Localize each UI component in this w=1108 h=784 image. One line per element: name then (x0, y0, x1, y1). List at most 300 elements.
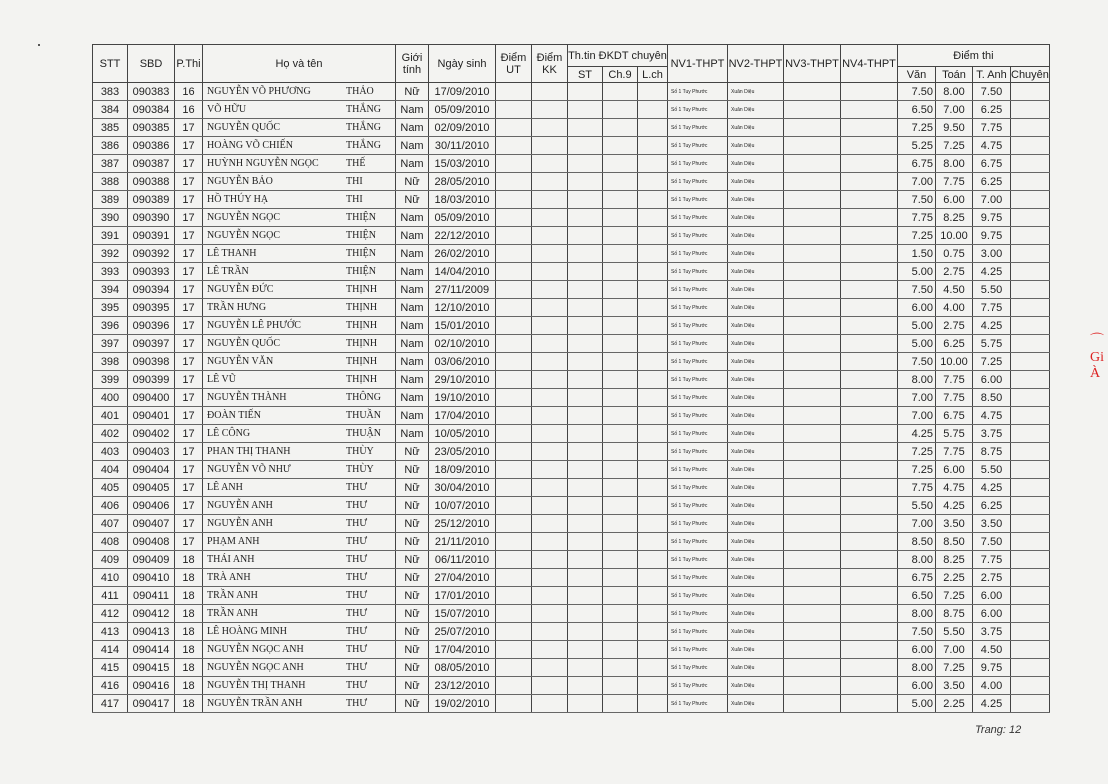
cell-sbd: 090388 (128, 173, 175, 191)
cell-gender: Nam (396, 335, 429, 353)
cell-stt: 412 (93, 605, 128, 623)
cell-chuyen (1011, 335, 1050, 353)
cell-st (568, 389, 603, 407)
cell-gender: Nữ (396, 623, 429, 641)
cell-van: 6.75 (898, 155, 936, 173)
cell-pthi: 17 (175, 407, 203, 425)
cell-nv2: Xuân Diệu (728, 389, 784, 407)
cell-sbd: 090409 (128, 551, 175, 569)
cell-pthi: 16 (175, 101, 203, 119)
cell-ch9 (603, 173, 638, 191)
cell-lch (638, 605, 668, 623)
family-middle-name: NGUYỄN NGỌC ANH (207, 662, 304, 673)
table-row (93, 155, 1050, 173)
table-row (93, 443, 1050, 461)
cell-stt: 416 (93, 677, 128, 695)
cell-chuyen (1011, 515, 1050, 533)
given-name: THUẬN (346, 428, 381, 439)
cell-chuyen (1011, 425, 1050, 443)
table-row (93, 281, 1050, 299)
cell-nv3 (784, 137, 841, 155)
cell-pthi: 16 (175, 83, 203, 101)
cell-t-anh: 3.00 (973, 245, 1011, 263)
cell-diem-kk (532, 569, 568, 587)
cell-pthi: 17 (175, 389, 203, 407)
cell-van: 7.50 (898, 353, 936, 371)
cell-diem-ut (496, 389, 532, 407)
cell-nv2: Xuân Diệu (728, 659, 784, 677)
cell-toan: 4.75 (936, 479, 973, 497)
cell-sbd: 090413 (128, 623, 175, 641)
cell-sbd: 090416 (128, 677, 175, 695)
cell-dob: 18/03/2010 (429, 191, 496, 209)
cell-ch9 (603, 137, 638, 155)
cell-nv3 (784, 245, 841, 263)
cell-diem-kk (532, 299, 568, 317)
cell-lch (638, 425, 668, 443)
header-ho-ten: Họ và tên (203, 45, 396, 83)
cell-gender: Nam (396, 317, 429, 335)
cell-stt: 398 (93, 353, 128, 371)
cell-toan: 10.00 (936, 227, 973, 245)
cell-name (203, 551, 396, 569)
cell-t-anh: 3.50 (973, 515, 1011, 533)
cell-name (203, 515, 396, 533)
cell-name (203, 83, 396, 101)
cell-nv4 (841, 137, 898, 155)
cell-nv4 (841, 479, 898, 497)
cell-lch (638, 551, 668, 569)
cell-lch (638, 695, 668, 713)
cell-nv2: Xuân Diệu (728, 479, 784, 497)
cell-stt: 401 (93, 407, 128, 425)
cell-st (568, 461, 603, 479)
cell-sbd: 090410 (128, 569, 175, 587)
cell-name (203, 119, 396, 137)
cell-nv2: Xuân Diệu (728, 623, 784, 641)
cell-pthi: 17 (175, 425, 203, 443)
header-nv1: NV1-THPT (668, 45, 728, 83)
given-name: THƯ (346, 518, 368, 529)
cell-nv1: Số 1 Tuy Phước (668, 497, 728, 515)
cell-ch9 (603, 245, 638, 263)
cell-sbd: 090417 (128, 695, 175, 713)
cell-diem-kk (532, 515, 568, 533)
cell-st (568, 569, 603, 587)
cell-pthi: 17 (175, 461, 203, 479)
cell-toan: 7.75 (936, 389, 973, 407)
cell-t-anh: 6.25 (973, 173, 1011, 191)
cell-nv3 (784, 569, 841, 587)
cell-nv2: Xuân Diệu (728, 461, 784, 479)
table-row (93, 227, 1050, 245)
cell-nv2: Xuân Diệu (728, 443, 784, 461)
cell-sbd: 090401 (128, 407, 175, 425)
table-row (93, 497, 1050, 515)
cell-van: 7.00 (898, 173, 936, 191)
cell-t-anh: 2.75 (973, 569, 1011, 587)
cell-t-anh: 4.25 (973, 695, 1011, 713)
cell-diem-kk (532, 245, 568, 263)
cell-diem-ut (496, 263, 532, 281)
cell-name (203, 389, 396, 407)
cell-stt: 394 (93, 281, 128, 299)
cell-dob: 14/04/2010 (429, 263, 496, 281)
header-ngay-sinh: Ngày sinh (429, 45, 496, 83)
cell-nv1: Số 1 Tuy Phước (668, 299, 728, 317)
header-nv4: NV4-THPT (841, 45, 898, 83)
cell-st (568, 623, 603, 641)
cell-diem-ut (496, 83, 532, 101)
cell-ch9 (603, 119, 638, 137)
table-row (93, 353, 1050, 371)
cell-name (203, 281, 396, 299)
cell-lch (638, 335, 668, 353)
cell-lch (638, 137, 668, 155)
cell-nv2: Xuân Diệu (728, 83, 784, 101)
cell-stt: 387 (93, 155, 128, 173)
cell-nv4 (841, 83, 898, 101)
cell-dob: 12/10/2010 (429, 299, 496, 317)
cell-t-anh: 5.50 (973, 281, 1011, 299)
cell-st (568, 479, 603, 497)
header-nv3: NV3-THPT (784, 45, 841, 83)
given-name: THỊNH (346, 374, 378, 385)
cell-dob: 15/03/2010 (429, 155, 496, 173)
cell-nv1: Số 1 Tuy Phước (668, 245, 728, 263)
cell-van: 6.00 (898, 299, 936, 317)
given-name: THẾ (346, 158, 366, 169)
cell-gender: Nam (396, 137, 429, 155)
cell-nv4 (841, 569, 898, 587)
cell-nv2: Xuân Diệu (728, 119, 784, 137)
cell-pthi: 18 (175, 605, 203, 623)
cell-nv1: Số 1 Tuy Phước (668, 227, 728, 245)
cell-diem-ut (496, 677, 532, 695)
cell-gender: Nữ (396, 569, 429, 587)
cell-van: 1.50 (898, 245, 936, 263)
scan-speck (38, 44, 40, 46)
cell-lch (638, 407, 668, 425)
cell-stt: 405 (93, 479, 128, 497)
cell-nv3 (784, 425, 841, 443)
cell-name (203, 461, 396, 479)
cell-lch (638, 101, 668, 119)
cell-ch9 (603, 263, 638, 281)
cell-st (568, 83, 603, 101)
cell-pthi: 17 (175, 497, 203, 515)
cell-dob: 21/11/2010 (429, 533, 496, 551)
cell-nv3 (784, 677, 841, 695)
cell-name (203, 479, 396, 497)
cell-name (203, 173, 396, 191)
cell-ch9 (603, 389, 638, 407)
cell-chuyen (1011, 173, 1050, 191)
cell-chuyen (1011, 641, 1050, 659)
cell-lch (638, 227, 668, 245)
cell-gender: Nữ (396, 695, 429, 713)
cell-gender: Nam (396, 299, 429, 317)
cell-diem-ut (496, 497, 532, 515)
cell-diem-kk (532, 551, 568, 569)
header-sbd: SBD (128, 45, 175, 83)
cell-nv4 (841, 659, 898, 677)
cell-diem-kk (532, 677, 568, 695)
cell-dob: 10/07/2010 (429, 497, 496, 515)
family-middle-name: TRẦN ANH (207, 608, 258, 619)
cell-nv1: Số 1 Tuy Phước (668, 641, 728, 659)
table-row (93, 641, 1050, 659)
cell-nv3 (784, 191, 841, 209)
cell-t-anh: 6.25 (973, 497, 1011, 515)
cell-toan: 8.00 (936, 83, 973, 101)
cell-sbd: 090384 (128, 101, 175, 119)
cell-stt: 415 (93, 659, 128, 677)
cell-nv1: Số 1 Tuy Phước (668, 101, 728, 119)
cell-gender: Nam (396, 245, 429, 263)
cell-pthi: 17 (175, 443, 203, 461)
cell-t-anh: 6.00 (973, 605, 1011, 623)
cell-diem-kk (532, 425, 568, 443)
cell-lch (638, 461, 668, 479)
cell-ch9 (603, 479, 638, 497)
family-middle-name: TRẦN HƯNG (207, 302, 267, 313)
cell-stt: 397 (93, 335, 128, 353)
cell-van: 7.25 (898, 227, 936, 245)
table-row (93, 119, 1050, 137)
cell-pthi: 17 (175, 281, 203, 299)
given-name: THỊNH (346, 356, 378, 367)
table-row (93, 659, 1050, 677)
cell-nv1: Số 1 Tuy Phước (668, 533, 728, 551)
cell-toan: 2.25 (936, 695, 973, 713)
cell-nv2: Xuân Diệu (728, 407, 784, 425)
cell-nv4 (841, 587, 898, 605)
cell-nv1: Số 1 Tuy Phước (668, 173, 728, 191)
cell-chuyen (1011, 317, 1050, 335)
cell-nv3 (784, 83, 841, 101)
table-row (93, 479, 1050, 497)
cell-sbd: 090402 (128, 425, 175, 443)
cell-st (568, 317, 603, 335)
cell-sbd: 090404 (128, 461, 175, 479)
cell-sbd: 090412 (128, 605, 175, 623)
header-ch9: Ch.9 (603, 67, 638, 83)
cell-diem-kk (532, 695, 568, 713)
cell-pthi: 17 (175, 317, 203, 335)
cell-van: 6.00 (898, 641, 936, 659)
cell-toan: 6.75 (936, 407, 973, 425)
cell-pthi: 18 (175, 659, 203, 677)
cell-lch (638, 659, 668, 677)
cell-nv1: Số 1 Tuy Phước (668, 677, 728, 695)
cell-diem-ut (496, 227, 532, 245)
cell-dob: 02/10/2010 (429, 335, 496, 353)
cell-t-anh: 4.25 (973, 317, 1011, 335)
cell-nv2: Xuân Diệu (728, 569, 784, 587)
cell-dob: 29/10/2010 (429, 371, 496, 389)
cell-pthi: 17 (175, 335, 203, 353)
cell-nv2: Xuân Diệu (728, 695, 784, 713)
cell-nv3 (784, 407, 841, 425)
cell-stt: 400 (93, 389, 128, 407)
cell-nv4 (841, 389, 898, 407)
cell-ch9 (603, 551, 638, 569)
cell-stt: 402 (93, 425, 128, 443)
cell-st (568, 677, 603, 695)
cell-nv1: Số 1 Tuy Phước (668, 461, 728, 479)
family-middle-name: TRẦN ANH (207, 590, 258, 601)
cell-van: 7.25 (898, 461, 936, 479)
cell-sbd: 090396 (128, 317, 175, 335)
cell-van: 5.50 (898, 497, 936, 515)
cell-nv4 (841, 299, 898, 317)
cell-st (568, 191, 603, 209)
cell-chuyen (1011, 137, 1050, 155)
cell-diem-kk (532, 263, 568, 281)
given-name: THƯ (346, 482, 368, 493)
cell-name (203, 353, 396, 371)
given-name: THUẦN (346, 410, 381, 421)
cell-stt: 393 (93, 263, 128, 281)
cell-chuyen (1011, 407, 1050, 425)
cell-van: 5.00 (898, 695, 936, 713)
cell-ch9 (603, 569, 638, 587)
cell-van: 7.25 (898, 443, 936, 461)
cell-diem-ut (496, 371, 532, 389)
table-row (93, 137, 1050, 155)
cell-van: 7.00 (898, 389, 936, 407)
cell-stt: 391 (93, 227, 128, 245)
cell-van: 7.75 (898, 479, 936, 497)
cell-lch (638, 443, 668, 461)
cell-t-anh: 7.75 (973, 119, 1011, 137)
cell-sbd: 090393 (128, 263, 175, 281)
cell-nv3 (784, 551, 841, 569)
cell-chuyen (1011, 587, 1050, 605)
cell-lch (638, 119, 668, 137)
cell-st (568, 695, 603, 713)
cell-dob: 23/12/2010 (429, 677, 496, 695)
cell-t-anh: 4.50 (973, 641, 1011, 659)
cell-nv2: Xuân Diệu (728, 101, 784, 119)
cell-t-anh: 4.25 (973, 263, 1011, 281)
cell-sbd: 090400 (128, 389, 175, 407)
cell-pthi: 18 (175, 695, 203, 713)
cell-diem-kk (532, 443, 568, 461)
cell-stt: 413 (93, 623, 128, 641)
cell-dob: 17/01/2010 (429, 587, 496, 605)
cell-nv3 (784, 641, 841, 659)
given-name: THỊNH (346, 320, 378, 331)
table-row (93, 461, 1050, 479)
cell-st (568, 155, 603, 173)
cell-dob: 19/02/2010 (429, 695, 496, 713)
cell-nv4 (841, 695, 898, 713)
cell-diem-ut (496, 605, 532, 623)
cell-t-anh: 8.75 (973, 443, 1011, 461)
cell-stt: 406 (93, 497, 128, 515)
cell-name (203, 335, 396, 353)
cell-pthi: 18 (175, 623, 203, 641)
cell-nv4 (841, 371, 898, 389)
cell-diem-ut (496, 209, 532, 227)
given-name: THIỆN (346, 212, 376, 223)
cell-pthi: 17 (175, 245, 203, 263)
cell-pthi: 18 (175, 641, 203, 659)
cell-nv3 (784, 155, 841, 173)
cell-nv3 (784, 533, 841, 551)
cell-stt: 411 (93, 587, 128, 605)
family-middle-name: ĐOÀN TIẾN (207, 410, 261, 421)
cell-name (203, 209, 396, 227)
cell-nv3 (784, 317, 841, 335)
cell-toan: 7.25 (936, 137, 973, 155)
cell-nv1: Số 1 Tuy Phước (668, 695, 728, 713)
exam-results-table (92, 44, 1050, 713)
cell-dob: 06/11/2010 (429, 551, 496, 569)
cell-diem-kk (532, 533, 568, 551)
given-name: THI (346, 176, 363, 187)
cell-chuyen (1011, 227, 1050, 245)
cell-pthi: 17 (175, 299, 203, 317)
cell-lch (638, 191, 668, 209)
family-middle-name: LÊ TRẦN (207, 266, 249, 277)
cell-diem-kk (532, 389, 568, 407)
header-toan: Toán (936, 67, 973, 83)
cell-chuyen (1011, 101, 1050, 119)
cell-toan: 8.50 (936, 533, 973, 551)
family-middle-name: NGUYỄN QUỐC (207, 338, 281, 349)
cell-nv2: Xuân Diệu (728, 533, 784, 551)
cell-nv3 (784, 389, 841, 407)
cell-chuyen (1011, 353, 1050, 371)
cell-gender: Nam (396, 101, 429, 119)
family-middle-name: NGUYỄN LÊ PHƯỚC (207, 320, 301, 331)
cell-chuyen (1011, 263, 1050, 281)
cell-diem-ut (496, 623, 532, 641)
table-row (93, 245, 1050, 263)
cell-toan: 5.50 (936, 623, 973, 641)
cell-name (203, 587, 396, 605)
cell-t-anh: 9.75 (973, 659, 1011, 677)
cell-nv4 (841, 227, 898, 245)
table-row (93, 533, 1050, 551)
family-middle-name: HOÀNG VÕ CHIẾN (207, 140, 293, 151)
cell-name (203, 407, 396, 425)
cell-name (203, 299, 396, 317)
cell-nv4 (841, 425, 898, 443)
cell-nv2: Xuân Diệu (728, 173, 784, 191)
cell-st (568, 371, 603, 389)
cell-ch9 (603, 515, 638, 533)
family-middle-name: NGUYỄN BẢO (207, 176, 273, 187)
cell-nv3 (784, 263, 841, 281)
cell-toan: 2.25 (936, 569, 973, 587)
family-middle-name: NGUYỄN VÕ PHƯƠNG (207, 86, 311, 97)
cell-nv2: Xuân Diệu (728, 245, 784, 263)
cell-nv4 (841, 173, 898, 191)
cell-nv4 (841, 623, 898, 641)
cell-name (203, 263, 396, 281)
cell-sbd: 090391 (128, 227, 175, 245)
cell-diem-kk (532, 353, 568, 371)
family-middle-name: LÊ HOÀNG MINH (207, 626, 287, 637)
cell-name (203, 677, 396, 695)
cell-diem-ut (496, 479, 532, 497)
header-thtin-dkdt-chuyen: Th.tin ĐKDT chuyên (568, 45, 668, 67)
family-middle-name: HUỲNH NGUYỄN NGỌC (207, 158, 319, 169)
